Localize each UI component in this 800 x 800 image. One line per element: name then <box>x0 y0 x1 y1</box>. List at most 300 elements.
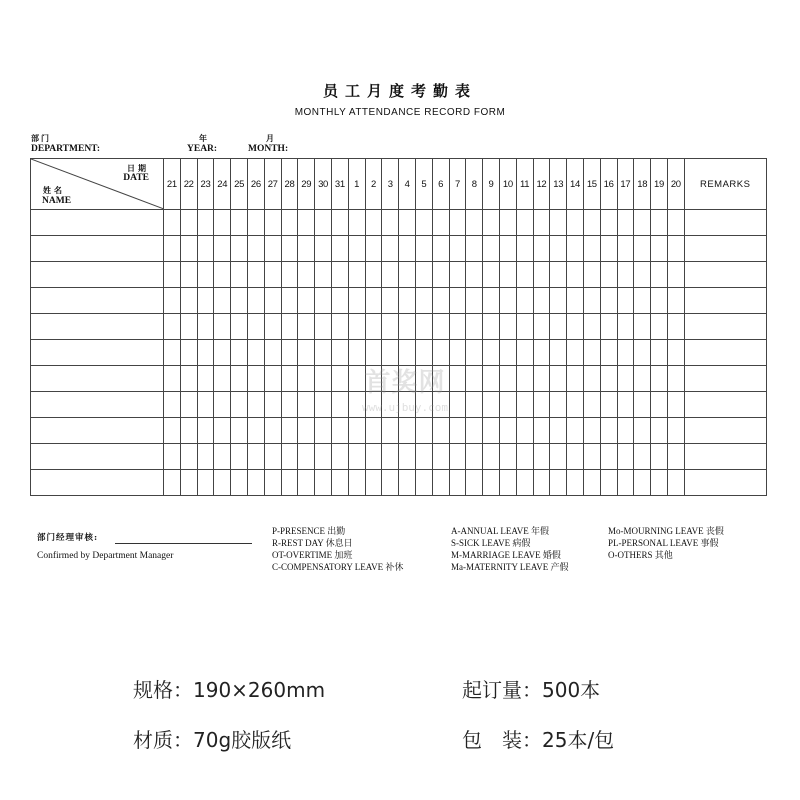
attendance-cell[interactable] <box>415 418 432 444</box>
attendance-cell[interactable] <box>617 262 634 288</box>
attendance-cell[interactable] <box>550 236 567 262</box>
attendance-cell[interactable] <box>365 418 382 444</box>
attendance-cell[interactable] <box>415 444 432 470</box>
attendance-cell[interactable] <box>399 366 416 392</box>
attendance-cell[interactable] <box>516 340 533 366</box>
attendance-cell[interactable] <box>214 210 231 236</box>
attendance-cell[interactable] <box>483 314 500 340</box>
attendance-cell[interactable] <box>499 392 516 418</box>
attendance-cell[interactable] <box>264 418 281 444</box>
attendance-cell[interactable] <box>466 418 483 444</box>
attendance-cell[interactable] <box>281 288 298 314</box>
attendance-cell[interactable] <box>516 366 533 392</box>
attendance-cell[interactable] <box>449 392 466 418</box>
attendance-cell[interactable] <box>281 470 298 496</box>
remarks-cell[interactable] <box>684 366 766 392</box>
attendance-cell[interactable] <box>449 418 466 444</box>
attendance-cell[interactable] <box>214 262 231 288</box>
attendance-cell[interactable] <box>164 314 181 340</box>
attendance-cell[interactable] <box>483 236 500 262</box>
attendance-cell[interactable] <box>533 366 550 392</box>
employee-name-cell[interactable] <box>31 236 164 262</box>
attendance-cell[interactable] <box>231 340 248 366</box>
attendance-cell[interactable] <box>399 470 416 496</box>
attendance-cell[interactable] <box>667 314 684 340</box>
attendance-cell[interactable] <box>483 262 500 288</box>
attendance-cell[interactable] <box>298 366 315 392</box>
attendance-cell[interactable] <box>567 262 584 288</box>
attendance-cell[interactable] <box>298 314 315 340</box>
attendance-cell[interactable] <box>197 288 214 314</box>
attendance-cell[interactable] <box>550 314 567 340</box>
attendance-cell[interactable] <box>298 236 315 262</box>
attendance-cell[interactable] <box>449 340 466 366</box>
attendance-cell[interactable] <box>651 418 668 444</box>
attendance-cell[interactable] <box>247 236 264 262</box>
attendance-cell[interactable] <box>281 418 298 444</box>
attendance-cell[interactable] <box>264 392 281 418</box>
attendance-cell[interactable] <box>449 236 466 262</box>
attendance-cell[interactable] <box>432 210 449 236</box>
attendance-cell[interactable] <box>533 340 550 366</box>
attendance-cell[interactable] <box>567 236 584 262</box>
attendance-cell[interactable] <box>667 444 684 470</box>
attendance-cell[interactable] <box>348 210 365 236</box>
attendance-cell[interactable] <box>382 314 399 340</box>
attendance-cell[interactable] <box>432 418 449 444</box>
attendance-cell[interactable] <box>281 444 298 470</box>
attendance-cell[interactable] <box>550 366 567 392</box>
attendance-cell[interactable] <box>281 366 298 392</box>
attendance-cell[interactable] <box>533 470 550 496</box>
employee-name-cell[interactable] <box>31 314 164 340</box>
attendance-cell[interactable] <box>567 470 584 496</box>
attendance-cell[interactable] <box>348 444 365 470</box>
attendance-cell[interactable] <box>583 470 600 496</box>
attendance-cell[interactable] <box>164 392 181 418</box>
attendance-cell[interactable] <box>348 340 365 366</box>
attendance-cell[interactable] <box>651 314 668 340</box>
attendance-cell[interactable] <box>617 444 634 470</box>
attendance-cell[interactable] <box>365 210 382 236</box>
attendance-cell[interactable] <box>264 470 281 496</box>
attendance-cell[interactable] <box>231 418 248 444</box>
attendance-cell[interactable] <box>651 288 668 314</box>
attendance-cell[interactable] <box>533 236 550 262</box>
employee-name-cell[interactable] <box>31 418 164 444</box>
attendance-cell[interactable] <box>214 470 231 496</box>
attendance-cell[interactable] <box>264 262 281 288</box>
attendance-cell[interactable] <box>516 236 533 262</box>
attendance-cell[interactable] <box>567 392 584 418</box>
attendance-cell[interactable] <box>583 288 600 314</box>
attendance-cell[interactable] <box>298 210 315 236</box>
attendance-cell[interactable] <box>516 392 533 418</box>
attendance-cell[interactable] <box>550 340 567 366</box>
attendance-cell[interactable] <box>550 470 567 496</box>
attendance-cell[interactable] <box>164 236 181 262</box>
attendance-cell[interactable] <box>315 366 332 392</box>
attendance-cell[interactable] <box>298 340 315 366</box>
attendance-cell[interactable] <box>365 314 382 340</box>
attendance-cell[interactable] <box>247 392 264 418</box>
attendance-cell[interactable] <box>617 314 634 340</box>
attendance-cell[interactable] <box>197 366 214 392</box>
attendance-cell[interactable] <box>550 288 567 314</box>
attendance-cell[interactable] <box>567 340 584 366</box>
attendance-cell[interactable] <box>617 392 634 418</box>
attendance-cell[interactable] <box>164 340 181 366</box>
attendance-cell[interactable] <box>247 366 264 392</box>
attendance-cell[interactable] <box>432 236 449 262</box>
attendance-cell[interactable] <box>399 262 416 288</box>
attendance-cell[interactable] <box>331 366 348 392</box>
attendance-cell[interactable] <box>399 340 416 366</box>
attendance-cell[interactable] <box>382 340 399 366</box>
attendance-cell[interactable] <box>499 418 516 444</box>
attendance-cell[interactable] <box>583 392 600 418</box>
attendance-cell[interactable] <box>331 262 348 288</box>
attendance-cell[interactable] <box>348 418 365 444</box>
employee-name-cell[interactable] <box>31 392 164 418</box>
remarks-cell[interactable] <box>684 444 766 470</box>
attendance-cell[interactable] <box>231 444 248 470</box>
attendance-cell[interactable] <box>399 418 416 444</box>
attendance-cell[interactable] <box>466 210 483 236</box>
attendance-cell[interactable] <box>214 314 231 340</box>
attendance-cell[interactable] <box>617 470 634 496</box>
attendance-cell[interactable] <box>667 262 684 288</box>
attendance-cell[interactable] <box>550 210 567 236</box>
attendance-cell[interactable] <box>399 288 416 314</box>
attendance-cell[interactable] <box>499 470 516 496</box>
attendance-cell[interactable] <box>365 444 382 470</box>
attendance-cell[interactable] <box>533 418 550 444</box>
attendance-cell[interactable] <box>499 262 516 288</box>
attendance-cell[interactable] <box>449 262 466 288</box>
employee-name-cell[interactable] <box>31 340 164 366</box>
attendance-cell[interactable] <box>298 262 315 288</box>
attendance-cell[interactable] <box>247 340 264 366</box>
remarks-cell[interactable] <box>684 340 766 366</box>
attendance-cell[interactable] <box>365 262 382 288</box>
attendance-cell[interactable] <box>164 444 181 470</box>
attendance-cell[interactable] <box>399 210 416 236</box>
attendance-cell[interactable] <box>281 236 298 262</box>
attendance-cell[interactable] <box>516 470 533 496</box>
attendance-cell[interactable] <box>164 262 181 288</box>
attendance-cell[interactable] <box>583 444 600 470</box>
attendance-cell[interactable] <box>432 444 449 470</box>
attendance-cell[interactable] <box>164 210 181 236</box>
attendance-cell[interactable] <box>382 366 399 392</box>
attendance-cell[interactable] <box>567 288 584 314</box>
attendance-cell[interactable] <box>315 288 332 314</box>
remarks-cell[interactable] <box>684 262 766 288</box>
attendance-cell[interactable] <box>432 262 449 288</box>
attendance-cell[interactable] <box>247 262 264 288</box>
attendance-cell[interactable] <box>180 392 197 418</box>
attendance-cell[interactable] <box>415 366 432 392</box>
attendance-cell[interactable] <box>651 210 668 236</box>
attendance-cell[interactable] <box>651 236 668 262</box>
attendance-cell[interactable] <box>651 366 668 392</box>
attendance-cell[interactable] <box>600 418 617 444</box>
attendance-cell[interactable] <box>667 418 684 444</box>
attendance-cell[interactable] <box>197 392 214 418</box>
attendance-cell[interactable] <box>197 418 214 444</box>
attendance-cell[interactable] <box>449 288 466 314</box>
attendance-cell[interactable] <box>600 366 617 392</box>
attendance-cell[interactable] <box>399 392 416 418</box>
attendance-cell[interactable] <box>298 444 315 470</box>
attendance-cell[interactable] <box>449 314 466 340</box>
attendance-cell[interactable] <box>415 470 432 496</box>
attendance-cell[interactable] <box>247 444 264 470</box>
attendance-cell[interactable] <box>432 392 449 418</box>
attendance-cell[interactable] <box>449 470 466 496</box>
attendance-cell[interactable] <box>298 418 315 444</box>
attendance-cell[interactable] <box>567 314 584 340</box>
attendance-cell[interactable] <box>466 340 483 366</box>
attendance-cell[interactable] <box>516 210 533 236</box>
attendance-cell[interactable] <box>382 392 399 418</box>
attendance-cell[interactable] <box>331 288 348 314</box>
attendance-cell[interactable] <box>466 236 483 262</box>
attendance-cell[interactable] <box>634 340 651 366</box>
attendance-cell[interactable] <box>483 340 500 366</box>
remarks-cell[interactable] <box>684 314 766 340</box>
attendance-cell[interactable] <box>583 418 600 444</box>
attendance-cell[interactable] <box>667 340 684 366</box>
attendance-cell[interactable] <box>600 210 617 236</box>
attendance-cell[interactable] <box>651 444 668 470</box>
employee-name-cell[interactable] <box>31 366 164 392</box>
attendance-cell[interactable] <box>281 314 298 340</box>
attendance-cell[interactable] <box>600 262 617 288</box>
attendance-cell[interactable] <box>348 314 365 340</box>
attendance-cell[interactable] <box>634 314 651 340</box>
attendance-cell[interactable] <box>348 288 365 314</box>
attendance-cell[interactable] <box>231 236 248 262</box>
attendance-cell[interactable] <box>231 366 248 392</box>
attendance-cell[interactable] <box>466 366 483 392</box>
attendance-cell[interactable] <box>634 392 651 418</box>
attendance-cell[interactable] <box>164 366 181 392</box>
attendance-cell[interactable] <box>499 444 516 470</box>
employee-name-cell[interactable] <box>31 288 164 314</box>
attendance-cell[interactable] <box>399 236 416 262</box>
attendance-cell[interactable] <box>567 366 584 392</box>
attendance-cell[interactable] <box>231 288 248 314</box>
attendance-cell[interactable] <box>667 236 684 262</box>
employee-name-cell[interactable] <box>31 444 164 470</box>
attendance-cell[interactable] <box>600 236 617 262</box>
attendance-cell[interactable] <box>600 470 617 496</box>
attendance-cell[interactable] <box>315 340 332 366</box>
attendance-cell[interactable] <box>214 418 231 444</box>
attendance-cell[interactable] <box>583 262 600 288</box>
employee-name-cell[interactable] <box>31 262 164 288</box>
attendance-cell[interactable] <box>415 288 432 314</box>
attendance-cell[interactable] <box>382 470 399 496</box>
attendance-cell[interactable] <box>634 444 651 470</box>
attendance-cell[interactable] <box>331 314 348 340</box>
attendance-cell[interactable] <box>180 470 197 496</box>
attendance-cell[interactable] <box>264 288 281 314</box>
attendance-cell[interactable] <box>247 470 264 496</box>
attendance-cell[interactable] <box>550 444 567 470</box>
attendance-cell[interactable] <box>264 236 281 262</box>
attendance-cell[interactable] <box>231 262 248 288</box>
attendance-cell[interactable] <box>567 418 584 444</box>
attendance-cell[interactable] <box>382 288 399 314</box>
attendance-cell[interactable] <box>264 210 281 236</box>
attendance-cell[interactable] <box>516 262 533 288</box>
attendance-cell[interactable] <box>499 314 516 340</box>
attendance-cell[interactable] <box>365 236 382 262</box>
attendance-cell[interactable] <box>298 392 315 418</box>
attendance-cell[interactable] <box>415 262 432 288</box>
attendance-cell[interactable] <box>365 366 382 392</box>
attendance-cell[interactable] <box>499 366 516 392</box>
attendance-cell[interactable] <box>264 444 281 470</box>
attendance-cell[interactable] <box>197 444 214 470</box>
attendance-cell[interactable] <box>315 444 332 470</box>
attendance-cell[interactable] <box>382 262 399 288</box>
attendance-cell[interactable] <box>331 340 348 366</box>
attendance-cell[interactable] <box>583 340 600 366</box>
attendance-cell[interactable] <box>466 314 483 340</box>
attendance-cell[interactable] <box>365 392 382 418</box>
attendance-cell[interactable] <box>348 470 365 496</box>
attendance-cell[interactable] <box>432 470 449 496</box>
attendance-cell[interactable] <box>432 314 449 340</box>
attendance-cell[interactable] <box>197 262 214 288</box>
attendance-cell[interactable] <box>415 340 432 366</box>
remarks-cell[interactable] <box>684 236 766 262</box>
attendance-cell[interactable] <box>634 418 651 444</box>
attendance-cell[interactable] <box>667 366 684 392</box>
attendance-cell[interactable] <box>550 262 567 288</box>
attendance-cell[interactable] <box>432 366 449 392</box>
attendance-cell[interactable] <box>164 288 181 314</box>
attendance-cell[interactable] <box>483 288 500 314</box>
attendance-cell[interactable] <box>483 210 500 236</box>
attendance-cell[interactable] <box>432 340 449 366</box>
attendance-cell[interactable] <box>180 418 197 444</box>
attendance-cell[interactable] <box>315 418 332 444</box>
attendance-cell[interactable] <box>550 392 567 418</box>
attendance-cell[interactable] <box>533 262 550 288</box>
attendance-cell[interactable] <box>516 418 533 444</box>
attendance-cell[interactable] <box>281 210 298 236</box>
attendance-cell[interactable] <box>231 392 248 418</box>
attendance-cell[interactable] <box>651 340 668 366</box>
attendance-cell[interactable] <box>567 210 584 236</box>
attendance-cell[interactable] <box>667 210 684 236</box>
attendance-cell[interactable] <box>432 288 449 314</box>
attendance-cell[interactable] <box>180 236 197 262</box>
attendance-cell[interactable] <box>231 470 248 496</box>
attendance-cell[interactable] <box>315 392 332 418</box>
attendance-cell[interactable] <box>365 288 382 314</box>
attendance-cell[interactable] <box>634 236 651 262</box>
remarks-cell[interactable] <box>684 470 766 496</box>
attendance-cell[interactable] <box>247 418 264 444</box>
attendance-cell[interactable] <box>298 288 315 314</box>
attendance-cell[interactable] <box>331 418 348 444</box>
attendance-cell[interactable] <box>466 470 483 496</box>
employee-name-cell[interactable] <box>31 210 164 236</box>
attendance-cell[interactable] <box>634 210 651 236</box>
remarks-cell[interactable] <box>684 418 766 444</box>
attendance-cell[interactable] <box>415 314 432 340</box>
attendance-cell[interactable] <box>247 210 264 236</box>
attendance-cell[interactable] <box>634 262 651 288</box>
attendance-cell[interactable] <box>483 418 500 444</box>
attendance-cell[interactable] <box>499 340 516 366</box>
attendance-cell[interactable] <box>214 236 231 262</box>
attendance-cell[interactable] <box>516 444 533 470</box>
attendance-cell[interactable] <box>348 366 365 392</box>
attendance-cell[interactable] <box>399 314 416 340</box>
attendance-cell[interactable] <box>516 288 533 314</box>
attendance-cell[interactable] <box>567 444 584 470</box>
attendance-cell[interactable] <box>315 262 332 288</box>
attendance-cell[interactable] <box>483 392 500 418</box>
attendance-cell[interactable] <box>331 444 348 470</box>
attendance-cell[interactable] <box>197 314 214 340</box>
attendance-cell[interactable] <box>315 314 332 340</box>
attendance-cell[interactable] <box>382 236 399 262</box>
attendance-cell[interactable] <box>667 392 684 418</box>
attendance-cell[interactable] <box>214 366 231 392</box>
attendance-cell[interactable] <box>382 210 399 236</box>
attendance-cell[interactable] <box>281 340 298 366</box>
attendance-cell[interactable] <box>164 470 181 496</box>
attendance-cell[interactable] <box>247 288 264 314</box>
attendance-cell[interactable] <box>281 392 298 418</box>
attendance-cell[interactable] <box>600 444 617 470</box>
attendance-cell[interactable] <box>466 262 483 288</box>
attendance-cell[interactable] <box>617 236 634 262</box>
attendance-cell[interactable] <box>247 314 264 340</box>
attendance-cell[interactable] <box>331 392 348 418</box>
attendance-cell[interactable] <box>180 444 197 470</box>
attendance-cell[interactable] <box>600 314 617 340</box>
attendance-cell[interactable] <box>617 340 634 366</box>
attendance-cell[interactable] <box>264 366 281 392</box>
attendance-cell[interactable] <box>197 340 214 366</box>
attendance-cell[interactable] <box>634 288 651 314</box>
attendance-cell[interactable] <box>331 470 348 496</box>
attendance-cell[interactable] <box>533 314 550 340</box>
attendance-cell[interactable] <box>533 392 550 418</box>
attendance-cell[interactable] <box>533 444 550 470</box>
attendance-cell[interactable] <box>264 340 281 366</box>
attendance-cell[interactable] <box>651 262 668 288</box>
attendance-cell[interactable] <box>382 444 399 470</box>
attendance-cell[interactable] <box>197 470 214 496</box>
attendance-cell[interactable] <box>634 366 651 392</box>
attendance-cell[interactable] <box>617 366 634 392</box>
attendance-cell[interactable] <box>382 418 399 444</box>
attendance-cell[interactable] <box>667 470 684 496</box>
attendance-cell[interactable] <box>533 210 550 236</box>
attendance-cell[interactable] <box>617 418 634 444</box>
attendance-cell[interactable] <box>533 288 550 314</box>
